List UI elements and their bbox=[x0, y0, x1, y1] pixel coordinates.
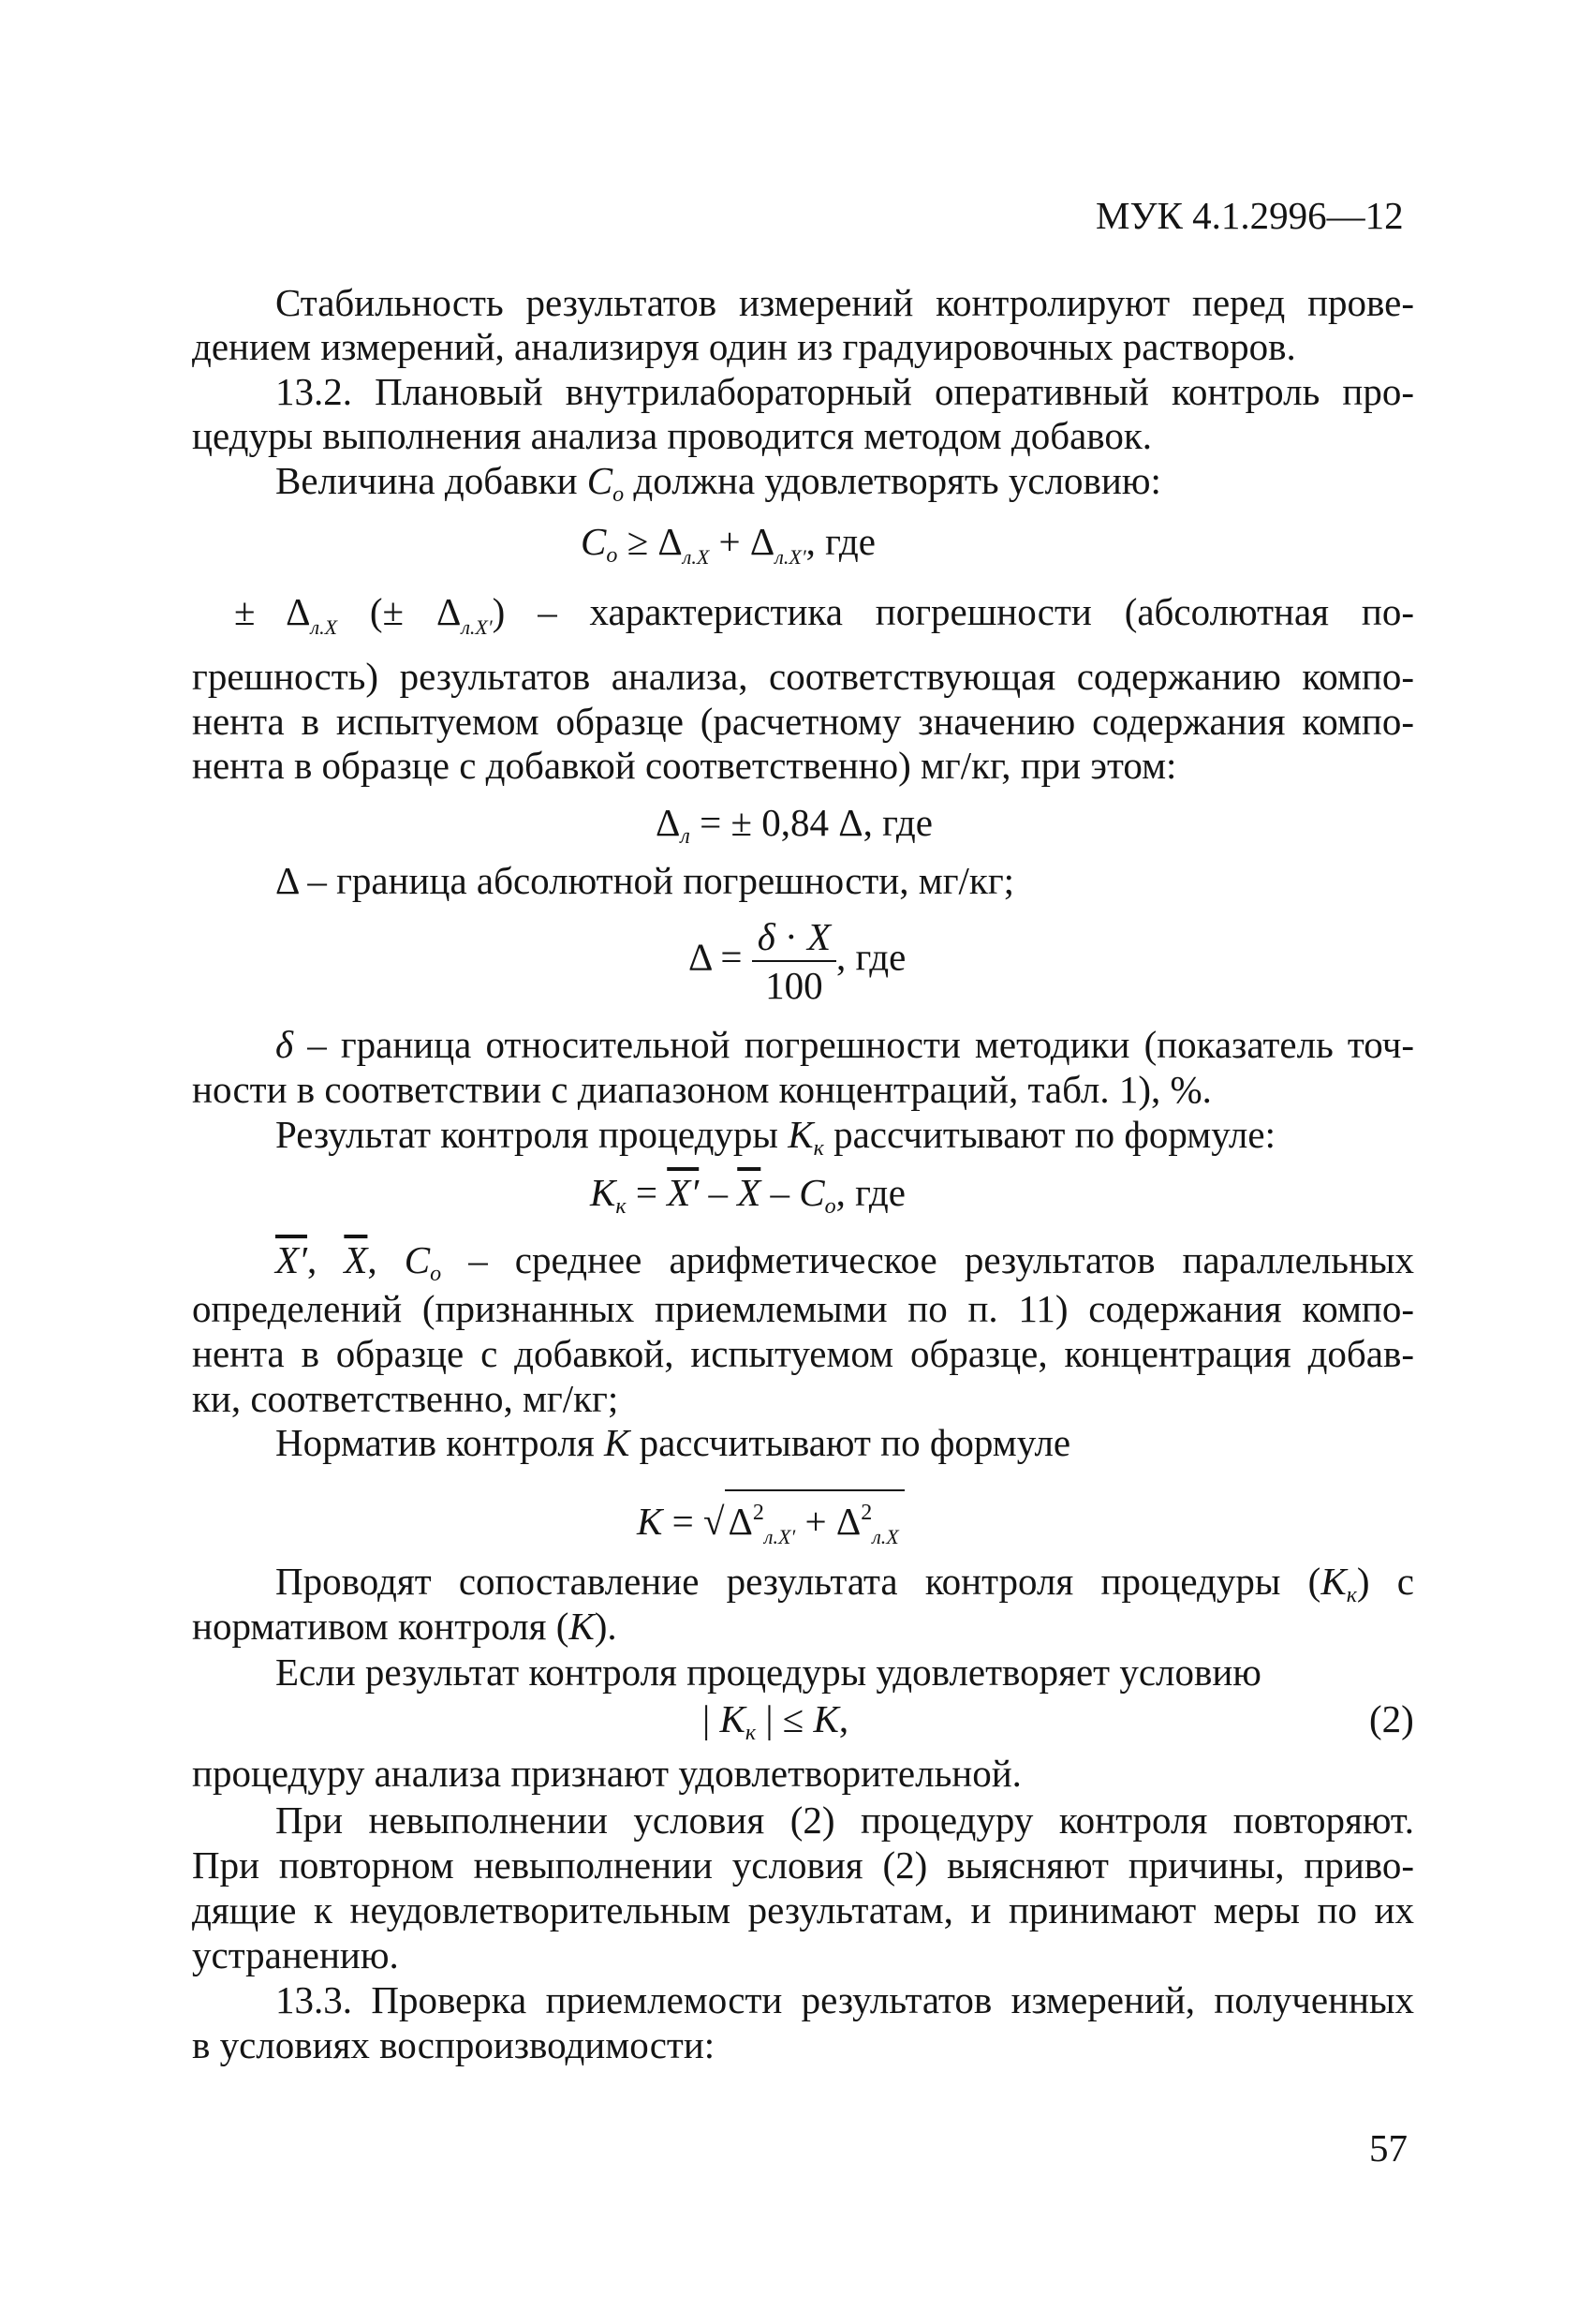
text-run: рассчитывают по формуле: bbox=[823, 1113, 1276, 1156]
symbol-subscript: л.X′ bbox=[763, 1525, 796, 1548]
formula-text: , где bbox=[836, 935, 907, 979]
symbol-delta-small: δ bbox=[275, 1023, 294, 1066]
paragraph-text: процедуру анализа признают удовлетворительной. bbox=[192, 1752, 1022, 1795]
formula-operator: = bbox=[626, 1171, 668, 1214]
paragraph-text bbox=[275, 1023, 1414, 1067]
formula-operator: ) bbox=[492, 590, 538, 633]
text-run: Результат контроля процедуры bbox=[275, 1113, 789, 1156]
text-run: Величина добавки bbox=[275, 459, 587, 502]
formula-operator: – bbox=[760, 1171, 800, 1214]
formula-operator: · bbox=[774, 915, 807, 958]
symbol-delta-small: δ bbox=[757, 915, 775, 958]
formula-text: , где bbox=[835, 1171, 906, 1214]
symbol-delta: Δ bbox=[728, 1500, 753, 1543]
symbol-K: K bbox=[813, 1697, 839, 1740]
symbol-delta: Δ bbox=[286, 590, 311, 633]
fraction bbox=[752, 913, 836, 1009]
paragraph-text bbox=[234, 590, 1414, 649]
symbol-C: C bbox=[404, 1238, 431, 1281]
equation-number: (2) bbox=[1369, 1697, 1414, 1740]
formula-text: , bbox=[367, 1238, 405, 1281]
paragraph-text bbox=[192, 1605, 1414, 1649]
paragraph-text: дящие к неудовлетворительным результатам, и принимают меры по их bbox=[192, 1888, 1414, 1932]
paragraph-text: устранению. bbox=[192, 1933, 399, 1976]
symbol-K: K bbox=[719, 1697, 745, 1740]
section-13-3-text: 13.3. Проверка приемлемости результатов измерений, полученных bbox=[275, 1978, 1414, 2021]
formula-operator: – bbox=[699, 1171, 738, 1214]
symbol-subscript: к bbox=[745, 1721, 757, 1745]
formula-operator: = bbox=[662, 1500, 703, 1543]
paragraph-text: ности в соответствии с диапазоном концентраций, табл. 1), %. bbox=[192, 1068, 1212, 1111]
symbol-subscript: o bbox=[606, 543, 618, 568]
symbol-subscript: o bbox=[612, 482, 625, 507]
symbol-subscript: л bbox=[680, 824, 690, 849]
section-13-2-text: 13.2. Плановый внутрилабораторный оперативный контроль про- bbox=[275, 370, 1414, 413]
symbol-subscript: к bbox=[1346, 1583, 1357, 1607]
symbol-X: X bbox=[806, 915, 831, 958]
formula-operator: (± bbox=[337, 590, 436, 633]
text-run: рассчитывают по формуле bbox=[629, 1421, 1071, 1464]
formula-text: , bbox=[838, 1697, 849, 1740]
document-code-header: МУК 4.1.2996—12 bbox=[1096, 194, 1404, 237]
formula-operator: | bbox=[702, 1697, 720, 1740]
paragraph-text bbox=[192, 1421, 1414, 1465]
symbol-subscript: л.X′ bbox=[774, 545, 806, 569]
text-run: Проводят сопоставление результата контроля процедуры ( bbox=[275, 1560, 1321, 1603]
formula-delta-l bbox=[656, 801, 933, 859]
paragraph-text bbox=[192, 1113, 1414, 1171]
paragraph-text: ки, соответственно, мг/кг; bbox=[192, 1377, 619, 1420]
symbol-K: K bbox=[603, 1421, 630, 1464]
symbol-delta: Δ bbox=[435, 590, 462, 633]
paragraph-text bbox=[192, 459, 1414, 517]
symbol-K: K bbox=[788, 1113, 814, 1156]
paragraph-text: Если результат контроля процедуры удовлетворяет условию bbox=[275, 1650, 1261, 1694]
text-run: ) с bbox=[1356, 1560, 1414, 1603]
text-run: нормативом контроля ( bbox=[192, 1605, 569, 1648]
text-run: Норматив контроля bbox=[275, 1421, 604, 1464]
paragraph-text: Стабильность результатов измерений контролируют перед прове- bbox=[275, 281, 1414, 324]
symbol-C: C bbox=[581, 520, 607, 563]
text-run: – среднее арифметическое результатов параллельных bbox=[441, 1238, 1414, 1281]
symbol-subscript: л.X bbox=[872, 1525, 899, 1548]
symbol-subscript: к bbox=[813, 1136, 824, 1161]
text-run: – граница относительной погрешности методики (показатель точ- bbox=[293, 1023, 1414, 1066]
symbol-delta: Δ bbox=[835, 1500, 862, 1543]
formula-text: Δ = bbox=[688, 935, 752, 979]
symbol-subscript: л.X′ bbox=[461, 615, 493, 639]
symbol-superscript: 2 bbox=[861, 1501, 873, 1525]
formula-delta-fraction bbox=[688, 913, 906, 1009]
formula-text: = ± 0,84 Δ, где bbox=[689, 801, 933, 844]
symbol-X-bar-prime: X′ bbox=[275, 1238, 308, 1281]
symbol-X-bar: $\overline{X}$ bbox=[344, 1238, 368, 1281]
page-number: 57 bbox=[1369, 2126, 1408, 2169]
formula-text: , bbox=[307, 1238, 345, 1281]
symbol-subscript: o bbox=[824, 1194, 836, 1219]
symbol-C: C bbox=[799, 1171, 825, 1214]
formula-condition-2 bbox=[702, 1697, 848, 1755]
formula-operator: ≥ bbox=[617, 520, 658, 563]
symbol-delta: Δ bbox=[657, 520, 683, 563]
symbol-K: K bbox=[590, 1171, 616, 1214]
symbol-X-bar: $\overline{X}$ bbox=[737, 1171, 761, 1214]
formula-operator: + bbox=[795, 1500, 836, 1543]
paragraph-text: нента в испытуемом образце (расчетному значению содержания компо- bbox=[192, 700, 1414, 743]
symbol-delta: Δ bbox=[656, 801, 681, 844]
paragraph-text: в условиях воспроизводимости: bbox=[192, 2023, 715, 2066]
square-root bbox=[703, 1489, 905, 1559]
paragraph-text: При невыполнении условия (2) процедуру контроля повторяют. bbox=[275, 1799, 1414, 1842]
root-sign-icon: √ bbox=[702, 1500, 725, 1543]
text-run: ). bbox=[594, 1605, 617, 1648]
formula-text: , где bbox=[805, 520, 876, 563]
symbol-X-bar-prime: X′ bbox=[667, 1171, 700, 1214]
symbol-superscript: 2 bbox=[752, 1501, 764, 1525]
symbol-subscript: o bbox=[430, 1262, 442, 1286]
paragraph-text: нента в образце с добавкой, испытуемом образце, концентрация добав- bbox=[192, 1332, 1414, 1375]
formula-kk bbox=[590, 1171, 906, 1229]
formula-operator: ± bbox=[234, 590, 287, 633]
symbol-K: K bbox=[568, 1605, 595, 1648]
paragraph-text: определений (признанных приемлемыми по п. 11) содержания компо- bbox=[192, 1287, 1414, 1330]
fraction-numerator bbox=[752, 913, 836, 962]
symbol-C: C bbox=[586, 459, 613, 502]
symbol-K: K bbox=[637, 1500, 663, 1543]
radicand bbox=[725, 1489, 905, 1559]
symbol-subscript: к bbox=[615, 1194, 627, 1219]
text-run: должна удовлетворять условию: bbox=[624, 459, 1161, 502]
symbol-subscript: л.X bbox=[310, 615, 338, 639]
paragraph-text: При повторном невыполнении условия (2) выясняют причины, приво- bbox=[192, 1843, 1414, 1887]
formula-operator: | ≤ bbox=[756, 1697, 814, 1740]
formula-additive-condition bbox=[581, 520, 876, 579]
symbol-K: K bbox=[1320, 1560, 1347, 1603]
paragraph-text: Δ – граница абсолютной погрешности, мг/кг; bbox=[275, 859, 1015, 902]
fraction-denominator: 100 bbox=[765, 964, 823, 1007]
paragraph-text: цедуры выполнения анализа проводится методом добавок. bbox=[192, 414, 1153, 457]
formula-k-norm bbox=[637, 1489, 905, 1559]
symbol-subscript: л.X bbox=[682, 545, 710, 569]
formula-operator: + bbox=[709, 520, 750, 563]
text-run: – характеристика погрешности (абсолютная по- bbox=[538, 590, 1414, 633]
paragraph-text: нента в образце с добавкой соответственно) мг/кг, при этом: bbox=[192, 744, 1177, 787]
symbol-delta: Δ bbox=[749, 520, 775, 563]
paragraph-text: грешность) результатов анализа, соответствующая содержанию компо- bbox=[192, 655, 1414, 698]
paragraph-text: дением измерений, анализируя один из градуировочных растворов. bbox=[192, 325, 1296, 368]
